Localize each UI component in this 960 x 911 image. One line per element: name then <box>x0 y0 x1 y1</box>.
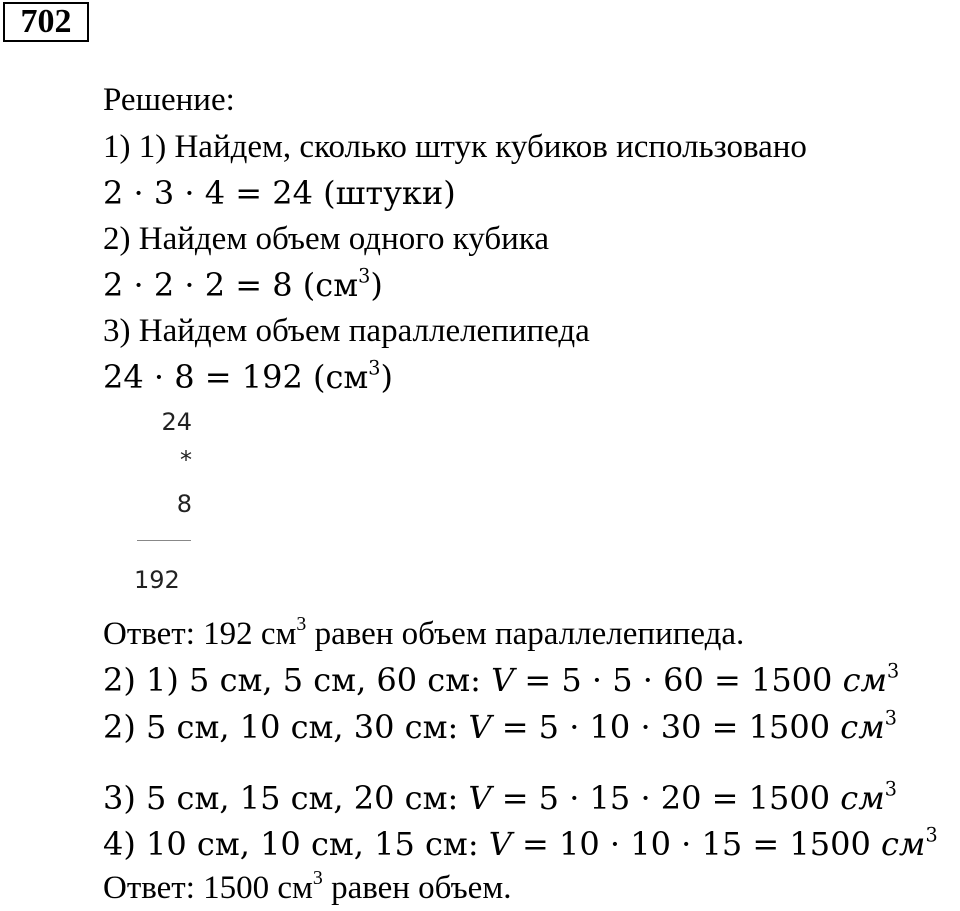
variant-2: 2) 5 см, 10 см, 30 см: V = 5 · 10 · 30 = 1500 $см^3$ <box>103 706 897 746</box>
column-multiplicand: 24 <box>161 408 192 436</box>
variant-3: 3) 5 см, 15 см, 20 см: V = 5 · 15 · 20 = 1500 $см^3$ <box>103 777 897 817</box>
solution-heading: Решение: <box>103 82 235 118</box>
column-multiplier: 8 <box>176 490 192 518</box>
step-3-text: 3) Найдем объем параллелепипеда <box>103 313 590 349</box>
step-1-calc: 2 · 3 · 4 = 24 (штуки) <box>103 174 456 212</box>
variant-1: 2) 1) 5 см, 5 см, 60 см: V = 5 · 5 · 60 = 1500 $см^3$ <box>103 659 900 699</box>
answer-2: Ответ: 1500 $см^3$ равен объем. <box>103 867 512 906</box>
column-result: 192 <box>134 566 180 594</box>
step-2-calc: 2 · 2 · 2 = 8 $(см^3)$ <box>103 264 383 304</box>
problem-number: 702 <box>3 2 89 42</box>
step-3-calc: 24 · 8 = 192 $(см^3)$ <box>103 356 393 396</box>
step-1-text: 1) 1) Найдем, сколько штук кубиков использовано <box>103 129 807 165</box>
answer-1: Ответ: 192 $см^3$ равен объем параллелепипеда. <box>103 613 745 652</box>
column-rule <box>137 540 191 541</box>
step-2-text: 2) Найдем объем одного кубика <box>103 221 549 257</box>
variant-4: 4) 10 см, 10 см, 15 см: V = 10 · 10 · 15 = 1500 $см^3$ <box>103 823 938 863</box>
column-operator: * <box>180 446 192 474</box>
